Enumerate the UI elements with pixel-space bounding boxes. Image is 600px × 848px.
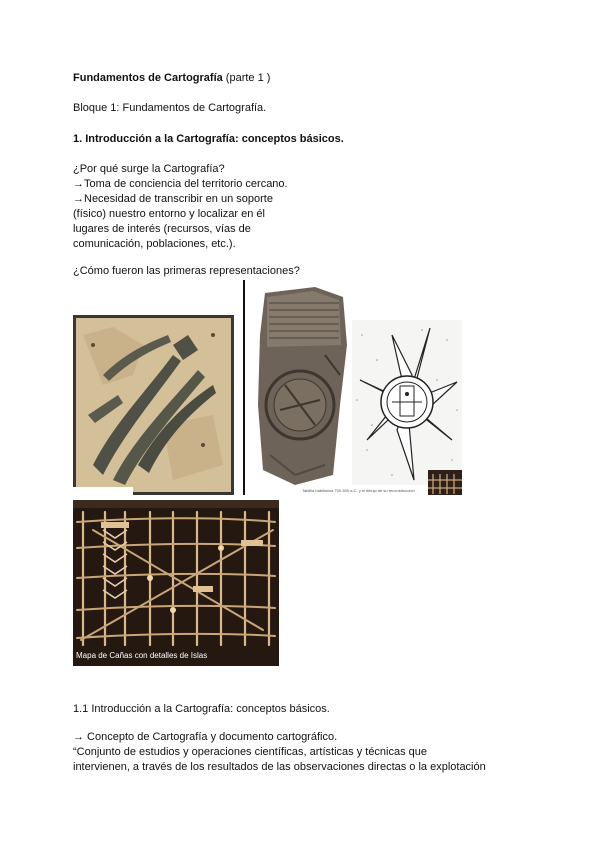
subsection-heading: 1.1 Introducción a la Cartografía: conceptos básicos. [73, 703, 330, 715]
document-title [73, 71, 270, 86]
point-line: →Toma de conciencia del territorio cercano. [73, 178, 288, 190]
question-origin: ¿Por qué surge la Cartografía? [73, 163, 225, 175]
thumbnail-drawing [428, 470, 462, 495]
document-title-main: Fundamentos de Cartografía [73, 72, 223, 84]
concept-line: → Concepto de Cartografía y documento cartográfico. [73, 731, 338, 743]
parchment-map-image [73, 315, 234, 495]
thumbnail-image [428, 470, 462, 495]
point-line: →Necesidad de transcribir en un soporte [73, 193, 273, 205]
quote-line: intervienen, a través de los resultados de las observaciones directas o la explotación [73, 761, 486, 773]
point-line: (físico) nuestro entorno y localizar en él [73, 208, 265, 220]
tablet-drawing [255, 285, 349, 490]
document-title-part: (parte 1 ) [222, 72, 271, 84]
point-line: comunicación, poblaciones, etc.). [73, 238, 236, 250]
stick-chart-drawing [73, 500, 279, 666]
star-map-reconstruction-image [352, 320, 462, 485]
parchment-map-drawing [73, 315, 234, 495]
question-first-maps: ¿Cómo fueron las primeras representaciones? [73, 265, 300, 277]
quote-line: “Conjunto de estudios y operaciones científicas, artísticas y técnicas que [73, 746, 428, 758]
block-heading: Bloque 1: Fundamentos de Cartografía. [73, 102, 267, 114]
point-line: lugares de interés (recursos, vías de [73, 223, 251, 235]
star-map-drawing [352, 320, 462, 485]
stick-chart-image [73, 500, 279, 666]
babylonian-tablet-image [255, 285, 349, 490]
tablet-caption: Tablilla babilónica 700-500 a.C. y el dibujo de su reconstrucción [302, 488, 415, 493]
figure-divider [243, 280, 245, 495]
stick-chart-caption: Mapa de Cañas con detalles de Islas [76, 651, 208, 660]
section-heading: 1. Introducción a la Cartografía: conceptos básicos. [73, 133, 344, 145]
